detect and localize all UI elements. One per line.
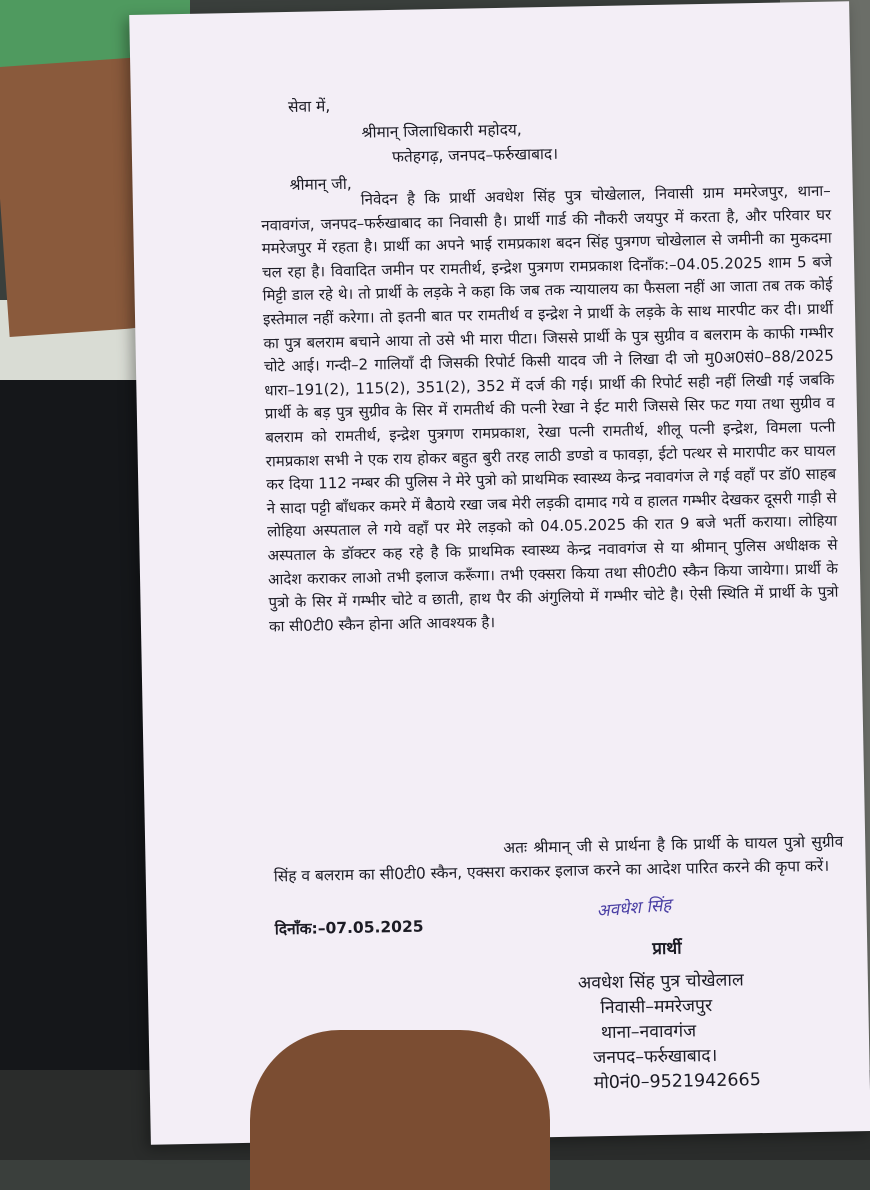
- recipient-title: श्रीमान् जिलाधिकारी महोदय,: [361, 120, 522, 142]
- applicant-label: प्रार्थी: [652, 938, 682, 960]
- background-dark-cloth: [0, 380, 150, 1160]
- greeting: श्रीमान् जी,: [289, 174, 352, 194]
- sender-name: अवधेश सिंह पुत्र चोखेलाल: [577, 970, 744, 994]
- request-paragraph: अतः श्रीमान् जी से प्रार्थना है कि प्रार्थी के घायल पुत्रो सुग्रीव सिंह व बलराम का सी0टी0 स्कैन, एक्सरा कराकर इलाज करने का आदेश पारित करने की कृपा करें।: [273, 832, 844, 886]
- letter-date: दिनाँक:–07.05.2025: [274, 917, 424, 939]
- sender-police-station: थाना–नवावगंज: [600, 1021, 697, 1044]
- sender-village: निवासी–ममरेजपुर: [600, 996, 713, 1019]
- letter-body: निवेदन है कि प्रार्थी अवधेश सिंह पुत्र चोखेलाल, निवासी ग्राम ममरेजपुर, थाना–नवावगंज, जनपद–फर्रुखाबाद का निवासी है। प्रार्थी गार्ड की नौकरी जयपुर में करता है, और परिवार घर ममरेजपुर में रहता है। प्रार्थी का अपने भाई रामप्रकाश बदन सिंह पुत्रगण चोखेलाल से जमीनी का मुकदमा चल रहा है। विवादित जमीन पर रामतीर्थ, इन्द्रेश पुत्रगण रामप्रकाश दिनाँक:–04.05.2025 शाम 5 बजे मिट्टी डाल रहे थे। तो प्रार्थी के लड़के ने कहा कि जब तक न्यायालय का फैसला नहीं आ जाता तब तक कोई इस्तेमाल नहीं करेगा। तो इतनी बात पर रामतीर्थ व इन्द्रेश ने प्रार्थी के लड़के के साथ मारपीट कर दी। प्रार्थी का पुत्र बलराम बचाने आया तो उसे भी मारा पीटा। जिससे प्रार्थी के पुत्र सुग्रीव व बलराम के काफी गम्भीर चोटे आई। गन्दी–2 गालियाँ दी जिसकी रिपोर्ट किसी यादव जी ने लिखा दी जो मु0अ0सं0–88/2025 धारा–191(2), 115(2), 351(2), 352 में दर्ज की गई। प्रार्थी की रिपोर्ट सही नहीं लिखी गई जबकि प्रार्थी के बड़ पुत्र सुग्रीव के सिर में रामतीर्थ की पत्नी रेखा ने ईट मारी जिससे सिर फट गया तथा सुग्रीव व बलराम को रामतीर्थ, इन्द्रेश पुत्रगण रामप्रकाश, रेखा पत्नी रामतीर्थ, शीलू पत्नी इन्द्रेश, विमला पत्नी रामप्रकाश सभी ने एक राय होकर बहुत बुरी तरह लाठी डण्डो व फावड़ा, ईटो पत्थर से मारापीट कर घायल कर दिया 112 नम्बर की पुलिस ने मेरे पुत्रो को प्राथमिक स्वास्थ्य केन्द्र नवावगंज ले गई वहाँ पर डॉ0 साहब ने सादा पट्टी बाँधकर कमरे में बैठाये रखा जब मेरी लड़की दामाद गये व हालत गम्भीर देखकर दूसरी गाड़ी से लोहिया अस्पताल ले गये वहाँ पर मेरे लड़को को 04.05.2025 की रात 9 बजे भर्ती कराया। लोहिया अस्पताल के डॉक्टर कह रहे है कि प्राथमिक स्वास्थ्य केन्द्र नवावगंज से या श्रीमान् पुलिस अधीक्षक से आदेश कराकर लाओ तभी इलाज करूँगा। तभी एक्सरा किया तथा सी0टी0 स्कैन किया जायेगा। प्रार्थी के पुत्रो के सिर में गम्भीर चोटे व छाती, हाथ पैर की अंगुलियो में गम्भीर चोटे है। ऐसी स्थिति में प्रार्थी के पुत्रो का सी0टी0 स्कैन होना अति आवश्यक है।: [261, 181, 839, 636]
- sender-mobile: मो0नं0–9521942665: [593, 1070, 762, 1094]
- recipient-address: फतेहगढ़, जनपद–फर्रुखाबाद।: [391, 144, 559, 166]
- holding-hand-bottom: [250, 1030, 550, 1190]
- sender-block: [578, 968, 761, 1096]
- sender-district: जनपद–फर्रुखाबाद।: [593, 1045, 718, 1069]
- handwritten-signature: अवधेश सिंह: [595, 895, 673, 922]
- salutation-to: सेवा में,: [287, 97, 331, 116]
- letter-page: [129, 1, 870, 1145]
